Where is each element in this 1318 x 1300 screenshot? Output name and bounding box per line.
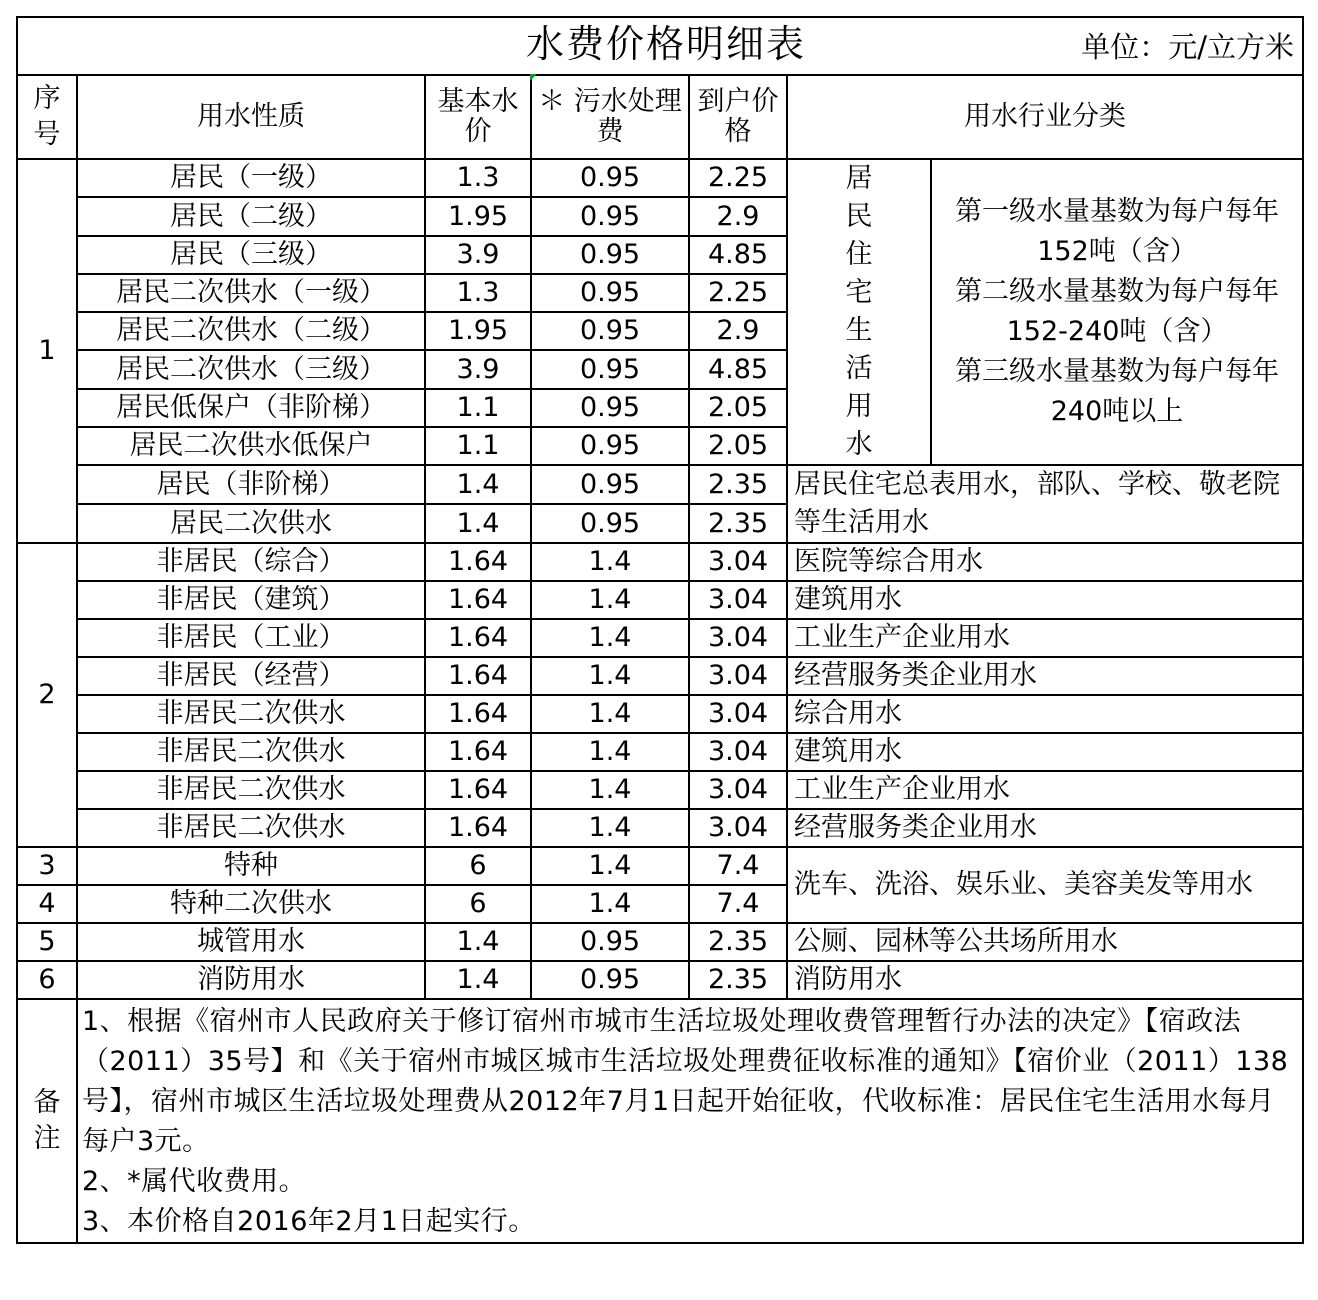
row-sewage: 0.95	[531, 961, 689, 999]
table-title: 水费价格明细表	[526, 22, 807, 66]
row-nature: 消防用水	[77, 961, 425, 999]
row-sewage: 1.4	[531, 885, 689, 923]
row-base: 6	[425, 885, 531, 923]
row-base: 1.1	[425, 427, 531, 465]
row-nature: 居民（一级）	[77, 159, 425, 197]
row-total: 3.04	[689, 809, 787, 847]
row-nature: 城管用水	[77, 923, 425, 961]
row-nature: 非居民（建筑）	[77, 581, 425, 619]
header-total-price: 到户价格	[689, 75, 787, 159]
tier-notes	[931, 159, 1303, 465]
row-total: 2.25	[689, 274, 787, 312]
row-total: 2.35	[689, 923, 787, 961]
row-base: 1.4	[425, 923, 531, 961]
row-nature: 居民低保户（非阶梯）	[77, 389, 425, 427]
header-base-price: 基本水价	[425, 75, 531, 159]
row-nature: 居民二次供水（一级）	[77, 274, 425, 312]
cell-comment-marker	[530, 74, 537, 81]
row-base: 1.3	[425, 274, 531, 312]
row-nature: 非居民二次供水	[77, 733, 425, 771]
row-nature: 非居民（经营）	[77, 657, 425, 695]
seq-4: 4	[17, 885, 77, 923]
price-table	[16, 16, 1304, 1244]
row-total: 2.9	[689, 312, 787, 350]
row-total: 2.35	[689, 504, 787, 543]
row-nature: 居民二次供水（三级）	[77, 350, 425, 388]
row-total: 2.35	[689, 465, 787, 504]
category-cell: 工业生产企业用水	[787, 619, 1303, 657]
seq-3: 3	[17, 847, 77, 885]
row-nature: 居民（非阶梯）	[77, 465, 425, 504]
residential-label: 居民住宅生活用水	[787, 159, 931, 465]
row-nature: 居民二次供水（二级）	[77, 312, 425, 350]
note-3: 3、本价格自2016年2月1日起实行。	[82, 1206, 536, 1237]
row-base: 1.64	[425, 771, 531, 809]
seq-1: 1	[17, 159, 77, 543]
category-cell: 消防用水	[787, 961, 1303, 999]
row-nature: 非居民二次供水	[77, 809, 425, 847]
category-cell: 建筑用水	[787, 581, 1303, 619]
row-total: 4.85	[689, 350, 787, 388]
tier-note-2: 第二级水量基数为每户每年152-240吨（含）	[955, 276, 1280, 347]
row-total: 2.9	[689, 197, 787, 235]
row-sewage: 1.4	[531, 847, 689, 885]
row-total: 3.04	[689, 733, 787, 771]
row-total: 2.35	[689, 961, 787, 999]
row-sewage: 0.95	[531, 274, 689, 312]
row-sewage: 0.95	[531, 923, 689, 961]
row-sewage: 1.4	[531, 657, 689, 695]
row-total: 7.4	[689, 847, 787, 885]
category-cell: 经营服务类企业用水	[787, 809, 1303, 847]
row-total: 2.05	[689, 427, 787, 465]
row-total: 3.04	[689, 771, 787, 809]
row-sewage: 0.95	[531, 159, 689, 197]
category-cell: 医院等综合用水	[787, 543, 1303, 581]
row-nature: 居民（三级）	[77, 236, 425, 274]
header-sewage-fee: ＊ 污水处理费	[531, 75, 689, 159]
tier-note-1: 第一级水量基数为每户每年152吨（含）	[955, 196, 1280, 267]
row-base: 1.95	[425, 197, 531, 235]
category-residential-general: 居民住宅总表用水，部队、学校、敬老院等生活用水	[787, 465, 1303, 543]
header-seq: 序号	[17, 75, 77, 159]
row-nature: 非居民二次供水	[77, 771, 425, 809]
row-base: 1.4	[425, 465, 531, 504]
row-total: 3.04	[689, 657, 787, 695]
row-nature: 居民二次供水低保户	[77, 427, 425, 465]
row-base: 3.9	[425, 350, 531, 388]
row-sewage: 1.4	[531, 809, 689, 847]
row-base: 1.3	[425, 159, 531, 197]
title-row	[17, 17, 1303, 75]
row-sewage: 0.95	[531, 465, 689, 504]
row-sewage: 0.95	[531, 197, 689, 235]
category-cell: 工业生产企业用水	[787, 771, 1303, 809]
row-base: 1.4	[425, 961, 531, 999]
row-base: 1.64	[425, 733, 531, 771]
row-sewage: 1.4	[531, 733, 689, 771]
unit-label: 单位：元/立方米	[1081, 30, 1295, 64]
row-nature: 非居民二次供水	[77, 695, 425, 733]
row-sewage: 0.95	[531, 312, 689, 350]
row-base: 6	[425, 847, 531, 885]
category-cell: 建筑用水	[787, 733, 1303, 771]
row-sewage: 0.95	[531, 350, 689, 388]
header-nature: 用水性质	[77, 75, 425, 159]
notes-label: 备注	[17, 999, 77, 1243]
row-nature: 居民（二级）	[77, 197, 425, 235]
row-total: 3.04	[689, 543, 787, 581]
row-total: 7.4	[689, 885, 787, 923]
row-sewage: 1.4	[531, 581, 689, 619]
row-base: 1.64	[425, 809, 531, 847]
row-total: 4.85	[689, 236, 787, 274]
row-nature: 非居民（工业）	[77, 619, 425, 657]
row-sewage: 1.4	[531, 771, 689, 809]
row-sewage: 0.95	[531, 236, 689, 274]
row-nature: 居民二次供水	[77, 504, 425, 543]
note-2: 2、*属代收费用。	[82, 1166, 307, 1197]
row-base: 1.64	[425, 657, 531, 695]
category-special: 洗车、洗浴、娱乐业、美容美发等用水	[787, 847, 1303, 923]
row-base: 1.64	[425, 695, 531, 733]
row-total: 3.04	[689, 695, 787, 733]
row-base: 1.1	[425, 389, 531, 427]
seq-6: 6	[17, 961, 77, 999]
row-sewage: 0.95	[531, 389, 689, 427]
row-base: 1.95	[425, 312, 531, 350]
category-cell: 综合用水	[787, 695, 1303, 733]
row-total: 2.25	[689, 159, 787, 197]
tier-note-3: 第三级水量基数为每户每年240吨以上	[955, 356, 1280, 427]
category-cell: 公厕、园林等公共场所用水	[787, 923, 1303, 961]
row-sewage: 1.4	[531, 543, 689, 581]
row-base: 1.64	[425, 581, 531, 619]
row-total: 3.04	[689, 619, 787, 657]
row-total: 3.04	[689, 581, 787, 619]
row-base: 3.9	[425, 236, 531, 274]
row-nature: 特种二次供水	[77, 885, 425, 923]
row-base: 1.64	[425, 619, 531, 657]
row-sewage: 1.4	[531, 619, 689, 657]
note-1: 1、根据《宿州市人民政府关于修订宿州市城市生活垃圾处理收费管理暂行办法的决定》【宿政法（2011）35号】和《关于宿州市城区城市生活垃圾处理费征收标准的通知》【宿价业（2011）138号】，宿州市城区生活垃圾处理费从2012年7月1日起开始征收，代收标准：居民住宅生活用水每月每户3元。	[82, 1006, 1289, 1157]
row-base: 1.64	[425, 543, 531, 581]
row-sewage: 1.4	[531, 695, 689, 733]
row-nature: 特种	[77, 847, 425, 885]
seq-5: 5	[17, 923, 77, 961]
category-cell: 经营服务类企业用水	[787, 657, 1303, 695]
notes-content	[77, 999, 1303, 1243]
row-sewage: 0.95	[531, 504, 689, 543]
row-nature: 非居民（综合）	[77, 543, 425, 581]
seq-2: 2	[17, 543, 77, 847]
header-category: 用水行业分类	[787, 75, 1303, 159]
row-sewage: 0.95	[531, 427, 689, 465]
row-base: 1.4	[425, 504, 531, 543]
row-total: 2.05	[689, 389, 787, 427]
